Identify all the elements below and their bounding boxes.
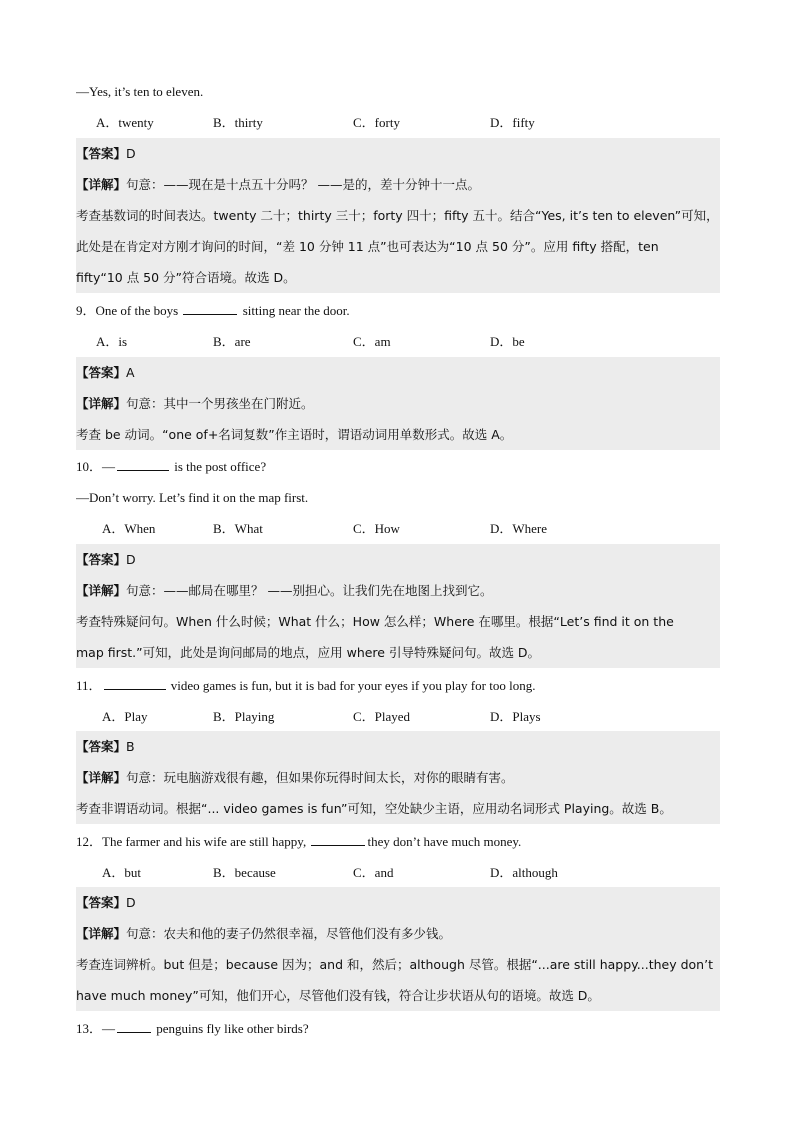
q12-stem-text: The farmer and his wife are still happy, [102,834,310,849]
q8-option-b[interactable]: B．thirty [213,115,263,130]
q12-answer-value: D [126,895,136,910]
q11-option-b[interactable]: B．Playing [213,709,275,724]
q10-option-b[interactable]: B．What [213,521,263,536]
q11-option-c[interactable]: C．Played [353,709,411,724]
q9-stem-text: One of the boys [95,303,182,318]
q10-blank[interactable] [117,456,169,471]
q9-detail-text: 句意：其中一个男孩坐在门附近。 [126,396,314,411]
q9-option-a[interactable]: A．is [96,334,128,349]
q9-answer-row [76,357,720,388]
q8-option-d[interactable]: D．fifty [490,115,535,130]
q10-detail-line [76,637,720,668]
q12-option-a[interactable]: A．but [102,865,142,880]
q8-detail-text: 句意：——现在是十点五十分吗？ ——是的，差十分钟十一点。 [126,177,480,192]
q12-detail-line [76,949,720,980]
q10-option-c[interactable]: C．How [353,521,400,536]
detail-label: 【详解】 [76,396,127,411]
q8-detail-row [76,169,720,200]
q10-detail-text: 考查特殊疑问句。When 什么时候；What 什么；How 怎么样；Where 在哪里。根据“Let’s find it on the [76,614,674,629]
q11-answer-value: B [126,739,135,754]
q10-stem-text: is the post office? [171,459,267,474]
detail-label: 【详解】 [76,926,127,941]
q10-answer-value: D [126,552,136,567]
q11-number: 11． [76,678,102,693]
q12-detail-line [76,980,720,1011]
q11-option-a[interactable]: A．Play [102,709,148,724]
q9-answer-value: A [126,365,135,380]
q12-stem-text: they don’t have much money. [367,834,522,849]
q13-stem-text: penguins fly like other birds? [153,1021,309,1036]
q9-options [76,326,720,357]
q9-detail-row [76,388,720,419]
detail-label: 【详解】 [76,583,127,598]
q9-option-b[interactable]: B．are [213,334,251,349]
q12-options [76,857,720,888]
q11-blank[interactable] [104,675,166,690]
q12-detail-text: 考查连词辨析。but 但是；because 因为；and 和，然后；although 尽管。根据“...are still happy...they don’t [76,957,713,972]
q8-detail-text: 考查基数词的时间表达。twenty 二十；thirty 三十；forty 四十；fifty 五十。结合“Yes, it’s ten to eleven”可知， [76,208,719,223]
q8-dialog-line [76,76,720,107]
q12-answer-row [76,887,720,918]
q11-detail-text: 句意：玩电脑游戏很有趣，但如果你玩得时间太长，对你的眼睛有害。 [126,770,514,785]
q12-number: 12． [76,834,103,849]
q8-options [76,107,720,138]
q10-detail-row [76,575,720,606]
answer-label: 【答案】 [76,552,127,567]
q8-option-c[interactable]: C．forty [353,115,400,130]
q11-option-d[interactable]: D．Plays [490,709,541,724]
detail-label: 【详解】 [76,177,127,192]
q11-stem-text: video games is fun, but it is bad for your eyes if you play for too long. [167,678,536,693]
q12-detail-text: have much money”可知，他们开心，尽管他们没有钱，符合让步状语从句的语境。故选 D。 [76,988,600,1003]
q10-number: 10．— [76,459,116,474]
q9-detail-line [76,419,720,450]
q8-detail-line [76,231,720,262]
q12-option-d[interactable]: D．although [490,865,558,880]
q8-detail-line [76,200,720,231]
q10-dialog-text: —Don’t worry. Let’s find it on the map first. [76,490,309,505]
q13-number: 13．— [76,1021,116,1036]
answer-label: 【答案】 [76,146,127,161]
q10-answer-row [76,544,720,575]
q8-detail-line [76,262,720,293]
answer-label: 【答案】 [76,739,127,754]
q12-detail-text: 句意：农夫和他的妻子仍然很幸福，尽管他们没有多少钱。 [126,926,452,941]
q9-stem [76,295,720,326]
answer-label: 【答案】 [76,365,127,380]
q10-detail-text: 句意：——邮局在哪里？ ——别担心。让我们先在地图上找到它。 [126,583,493,598]
q9-option-c[interactable]: C．am [353,334,391,349]
q12-stem [76,826,720,857]
q13-blank[interactable] [117,1018,151,1033]
q12-blank[interactable] [311,831,365,846]
q9-number: 9． [76,303,96,318]
q10-detail-text: map first.”可知，此处是询问邮局的地点，应用 where 引导特殊疑问句。故选 D。 [76,645,541,660]
q10-stem [76,451,720,482]
q10-dialog-line [76,482,720,513]
q11-stem [76,670,720,701]
q10-detail-line [76,606,720,637]
q8-answer-value: D [126,146,136,161]
q9-detail-text: 考查 be 动词。“one of+名词复数”作主语时，谓语动词用单数形式。故选 A。 [76,427,513,442]
q8-option-a[interactable]: A．twenty [96,115,154,130]
q12-detail-row [76,918,720,949]
q9-stem-text: sitting near the door. [239,303,350,318]
q10-option-d[interactable]: D．Where [490,521,548,536]
q11-detail-text: 考查非谓语动词。根据“... video games is fun”可知，空处缺少主语，应用动名词形式 Playing。故选 B。 [76,801,672,816]
q11-detail-line [76,793,720,824]
answer-label: 【答案】 [76,895,127,910]
q12-option-b[interactable]: B．because [213,865,276,880]
q8-answer-row [76,138,720,169]
q11-answer-row [76,731,720,762]
q10-options [76,513,720,544]
q11-detail-row [76,762,720,793]
q9-option-d[interactable]: D．be [490,334,525,349]
q12-option-c[interactable]: C．and [353,865,394,880]
q13-stem [76,1013,720,1044]
q10-option-a[interactable]: A．When [102,521,156,536]
detail-label: 【详解】 [76,770,127,785]
q8-dialog-text: —Yes, it’s ten to eleven. [76,84,204,99]
q8-detail-text: fifty“10 点 50 分”符合语境。故选 D。 [76,270,296,285]
q11-options [76,701,720,732]
q8-detail-text: 此处是在肯定对方刚才询问的时间，“差 10 分钟 11 点”也可表达为“10 点 50 分”。应用 fifty 搭配，ten [76,239,659,254]
q9-blank[interactable] [183,300,237,315]
